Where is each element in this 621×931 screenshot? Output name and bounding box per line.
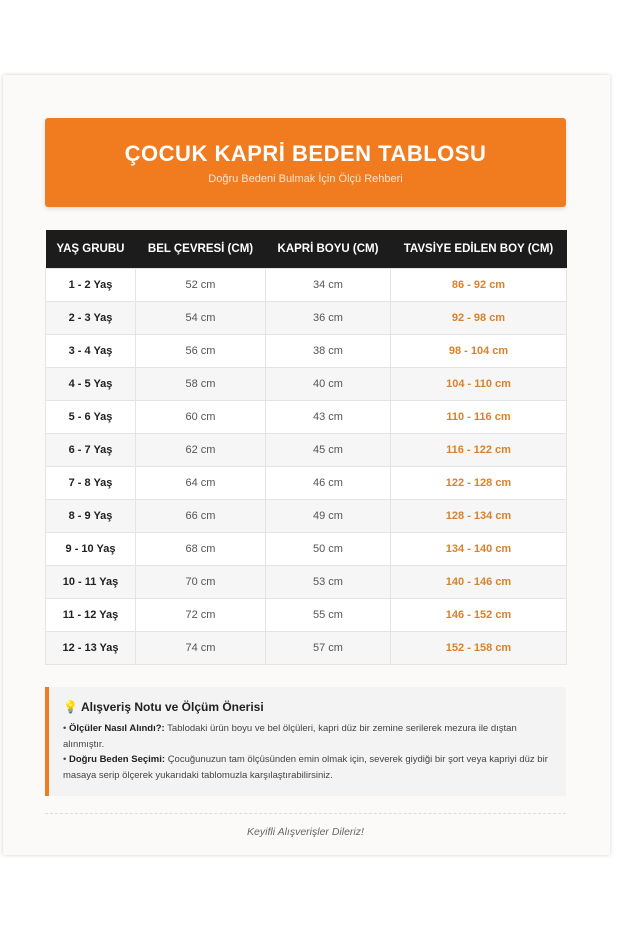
age-cell: 4 - 5 Yaş <box>46 368 136 401</box>
column-header-length: KAPRİ BOYU (CM) <box>266 230 391 269</box>
note-item-text: Tablodaki ürün boyu ve bel ölçüleri, kapri düz bir zemine serilerek mezura ile dıştan alınmıştır. <box>63 723 517 750</box>
note-item-text: Çocuğunuzun tam ölçüsünden emin olmak için, severek giydiği bir şort veya kapriyi düz bir masaya serip ölçerek yukarıdaki tablomuzla karşılaştırabilirsiniz. <box>63 754 548 781</box>
age-cell: 10 - 11 Yaş <box>46 566 136 599</box>
age-cell: 5 - 6 Yaş <box>46 401 136 434</box>
height-cell: 92 - 98 cm <box>391 302 567 335</box>
page-title: ÇOCUK KAPRİ BEDEN TABLOSU <box>124 141 487 166</box>
waist-cell: 56 cm <box>136 335 266 368</box>
note-item: • Doğru Beden Seçimi: Çocuğunuzun tam ölçüsünden emin olmak için, severek giydiği bir şort veya kapriyi düz bir masaya serip ölçerek yukarıdaki tablomuzla karşılaştırabilirsiniz. <box>63 754 548 781</box>
length-cell: 36 cm <box>266 302 391 335</box>
table-row <box>46 599 567 632</box>
age-cell: 1 - 2 Yaş <box>46 269 136 302</box>
height-cell: 98 - 104 cm <box>391 335 567 368</box>
length-cell: 46 cm <box>266 467 391 500</box>
height-cell: 140 - 146 cm <box>391 566 567 599</box>
length-cell: 43 cm <box>266 401 391 434</box>
height-cell: 122 - 128 cm <box>391 467 567 500</box>
waist-cell: 72 cm <box>136 599 266 632</box>
note-title-row <box>63 699 552 715</box>
age-cell: 9 - 10 Yaş <box>46 533 136 566</box>
column-header-waist: BEL ÇEVRESİ (CM) <box>136 230 266 269</box>
height-cell: 152 - 158 cm <box>391 632 567 665</box>
shopping-note <box>45 687 566 796</box>
length-cell: 40 cm <box>266 368 391 401</box>
length-cell: 45 cm <box>266 434 391 467</box>
age-cell: 2 - 3 Yaş <box>46 302 136 335</box>
waist-cell: 60 cm <box>136 401 266 434</box>
table-row <box>46 467 567 500</box>
table-row <box>46 269 567 302</box>
column-header-age: YAŞ GRUBU <box>46 230 136 269</box>
waist-cell: 74 cm <box>136 632 266 665</box>
height-cell: 116 - 122 cm <box>391 434 567 467</box>
waist-cell: 62 cm <box>136 434 266 467</box>
height-cell: 110 - 116 cm <box>391 401 567 434</box>
table-row <box>46 566 567 599</box>
footer-message: Keyifli Alışverişler Dileriz! <box>247 826 364 838</box>
table-row <box>46 500 567 533</box>
light-bulb-icon: 💡 <box>63 700 78 714</box>
waist-cell: 64 cm <box>136 467 266 500</box>
table-row <box>46 368 567 401</box>
height-cell: 86 - 92 cm <box>391 269 567 302</box>
note-item-label: Doğru Beden Seçimi: <box>68 754 166 765</box>
table-row <box>46 632 567 665</box>
height-cell: 104 - 110 cm <box>391 368 567 401</box>
table-row <box>46 434 567 467</box>
height-cell: 128 - 134 cm <box>391 500 567 533</box>
waist-cell: 70 cm <box>136 566 266 599</box>
age-cell: 7 - 8 Yaş <box>46 467 136 500</box>
length-cell: 50 cm <box>266 533 391 566</box>
age-cell: 11 - 12 Yaş <box>46 599 136 632</box>
height-cell: 146 - 152 cm <box>391 599 567 632</box>
waist-cell: 54 cm <box>136 302 266 335</box>
age-cell: 8 - 9 Yaş <box>46 500 136 533</box>
table-row <box>46 302 567 335</box>
waist-cell: 52 cm <box>136 269 266 302</box>
length-cell: 53 cm <box>266 566 391 599</box>
header-banner <box>45 118 566 207</box>
age-cell: 3 - 4 Yaş <box>46 335 136 368</box>
note-item: • Ölçüler Nasıl Alındı?: Tablodaki ürün boyu ve bel ölçüleri, kapri düz bir zemine serilerek mezura ile dıştan alınmıştır. <box>63 723 517 750</box>
table-row <box>46 401 567 434</box>
waist-cell: 58 cm <box>136 368 266 401</box>
table-row <box>46 335 567 368</box>
note-item-label: Ölçüler Nasıl Alındı?: <box>68 723 165 734</box>
length-cell: 49 cm <box>266 500 391 533</box>
age-cell: 12 - 13 Yaş <box>46 632 136 665</box>
table-header-row <box>46 230 567 269</box>
age-cell: 6 - 7 Yaş <box>46 434 136 467</box>
length-cell: 57 cm <box>266 632 391 665</box>
footer-divider <box>45 813 566 814</box>
height-cell: 134 - 140 cm <box>391 533 567 566</box>
size-table <box>45 230 567 665</box>
page-subtitle: Doğru Bedeni Bulmak İçin Ölçü Rehberi <box>208 173 403 185</box>
table-row <box>46 533 567 566</box>
waist-cell: 66 cm <box>136 500 266 533</box>
note-title: Alışveriş Notu ve Ölçüm Önerisi <box>80 700 264 714</box>
column-header-height: TAVSİYE EDİLEN BOY (CM) <box>391 230 567 269</box>
waist-cell: 68 cm <box>136 533 266 566</box>
length-cell: 38 cm <box>266 335 391 368</box>
length-cell: 55 cm <box>266 599 391 632</box>
length-cell: 34 cm <box>266 269 391 302</box>
